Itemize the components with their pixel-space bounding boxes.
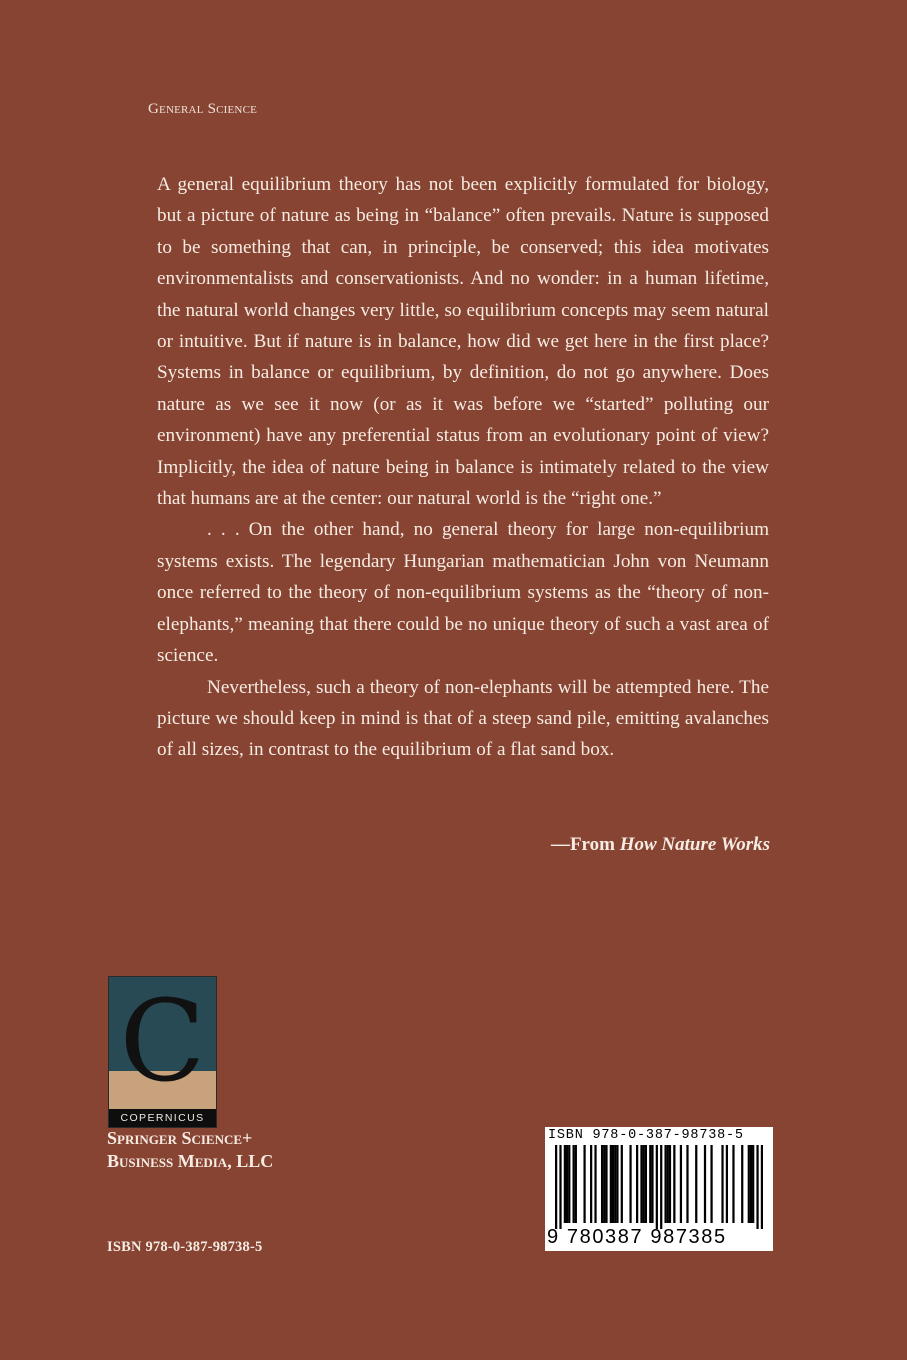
barcode-bar [610,1145,612,1223]
barcode-bar [568,1145,570,1223]
publisher-line-1: Springer Science+ [107,1128,253,1148]
category-label: General Science [148,101,258,117]
barcode-bar [686,1145,688,1223]
barcode-bar [651,1145,653,1223]
barcode-bar [564,1145,566,1223]
publisher-line-2: Business Media, LLC [107,1151,274,1171]
barcode-bar [667,1145,669,1223]
blurb-paragraph-2: . . . On the other hand, no general theory for large non-equilibrium systems exists. The legendary Hungarian mathematician John von Neumann once referred to the theory of non-equilibrium systems as the “theory of non-elephants,” meaning that there could be no unique theory of such a vast area of science. [157,519,769,667]
barcode [545,1127,773,1251]
blurb-paragraph-3: Nevertheless, such a theory of non-elephants will be attempted here. The picture we should keep in mind is that of a steep sand pile, emitting avalanches of all sizes, in contrast to the equilibrium of a flat sand box. [157,676,769,761]
barcode-bar [601,1145,603,1223]
attribution-prefix: —From [550,834,620,855]
barcode-bar [748,1145,750,1223]
barcode-bar [741,1145,743,1223]
barcode-bar [605,1145,607,1223]
barcode-bar [643,1145,645,1223]
barcode-bar [616,1145,618,1223]
blurb-text [157,169,769,766]
barcode-bar [721,1145,723,1223]
barcode-bar [629,1145,631,1223]
barcode-bar [594,1145,596,1223]
barcode-bar [750,1145,752,1223]
barcode-bar [761,1145,763,1229]
barcode-bar [704,1145,706,1223]
barcode-bar [566,1145,568,1223]
barcode-bar [710,1145,712,1223]
attribution [551,834,770,856]
barcode-bar [673,1145,675,1223]
barcode-bar [656,1145,658,1229]
barcode-bar [583,1145,585,1223]
barcode-bar [695,1145,697,1223]
barcode-bar [726,1145,728,1223]
barcode-bar [559,1145,561,1229]
barcode-bar [649,1145,651,1223]
copernicus-logo [108,976,217,1128]
barcode-digits: 9 780387 987385 [547,1226,727,1248]
barcode-bar [752,1145,754,1223]
barcode-bar [614,1145,616,1223]
barcode-bar [664,1145,666,1223]
barcode-bar [660,1145,662,1229]
barcode-bar [732,1145,734,1223]
logo-label: COPERNICUS [109,1109,216,1127]
barcode-bar [575,1145,577,1223]
barcode-bar [573,1145,575,1223]
barcode-bar [603,1145,605,1223]
isbn-label: ISBN 978-0-387-98738-5 [107,1239,263,1255]
publisher-name [107,1127,273,1173]
barcode-bar [645,1145,647,1223]
barcode-bar [590,1145,592,1223]
barcode-bar [621,1145,623,1223]
barcode-bar [640,1145,642,1223]
barcode-bars [555,1145,763,1229]
barcode-isbn-text: ISBN 978-0-387-98738-5 [548,1128,744,1143]
barcode-bar [612,1145,614,1223]
barcode-bar [680,1145,682,1223]
blurb-paragraph-1: A general equilibrium theory has not been explicitly formulated for biology, but a picture of nature as being in “balance” often prevails. Nature is supposed to be something that can, in principle, be conserved; this idea motivates environmentalists and conservationists. And no wonder: in a human lifetime, the natural world changes very little, so equilibrium concepts may seem natural or intuitive. But if nature is in balance, how did we get here in the first place? Systems in balance or equilibrium, by definition, do not go anywhere. Does nature as we see it now (or as it was before we “started” polluting our environment) have any preferential status from an evolutionary point of view? Implicitly, the idea of nature being in balance is intimately related to the view that humans are at the center: our natural world is the “right one.” [157,174,769,510]
logo-letter: C [119,977,206,1107]
barcode-bar [669,1145,671,1223]
barcode-bar [756,1145,758,1229]
barcode-bar [555,1145,557,1229]
attribution-book-title: How Nature Works [619,834,770,855]
barcode-bar [636,1145,638,1223]
